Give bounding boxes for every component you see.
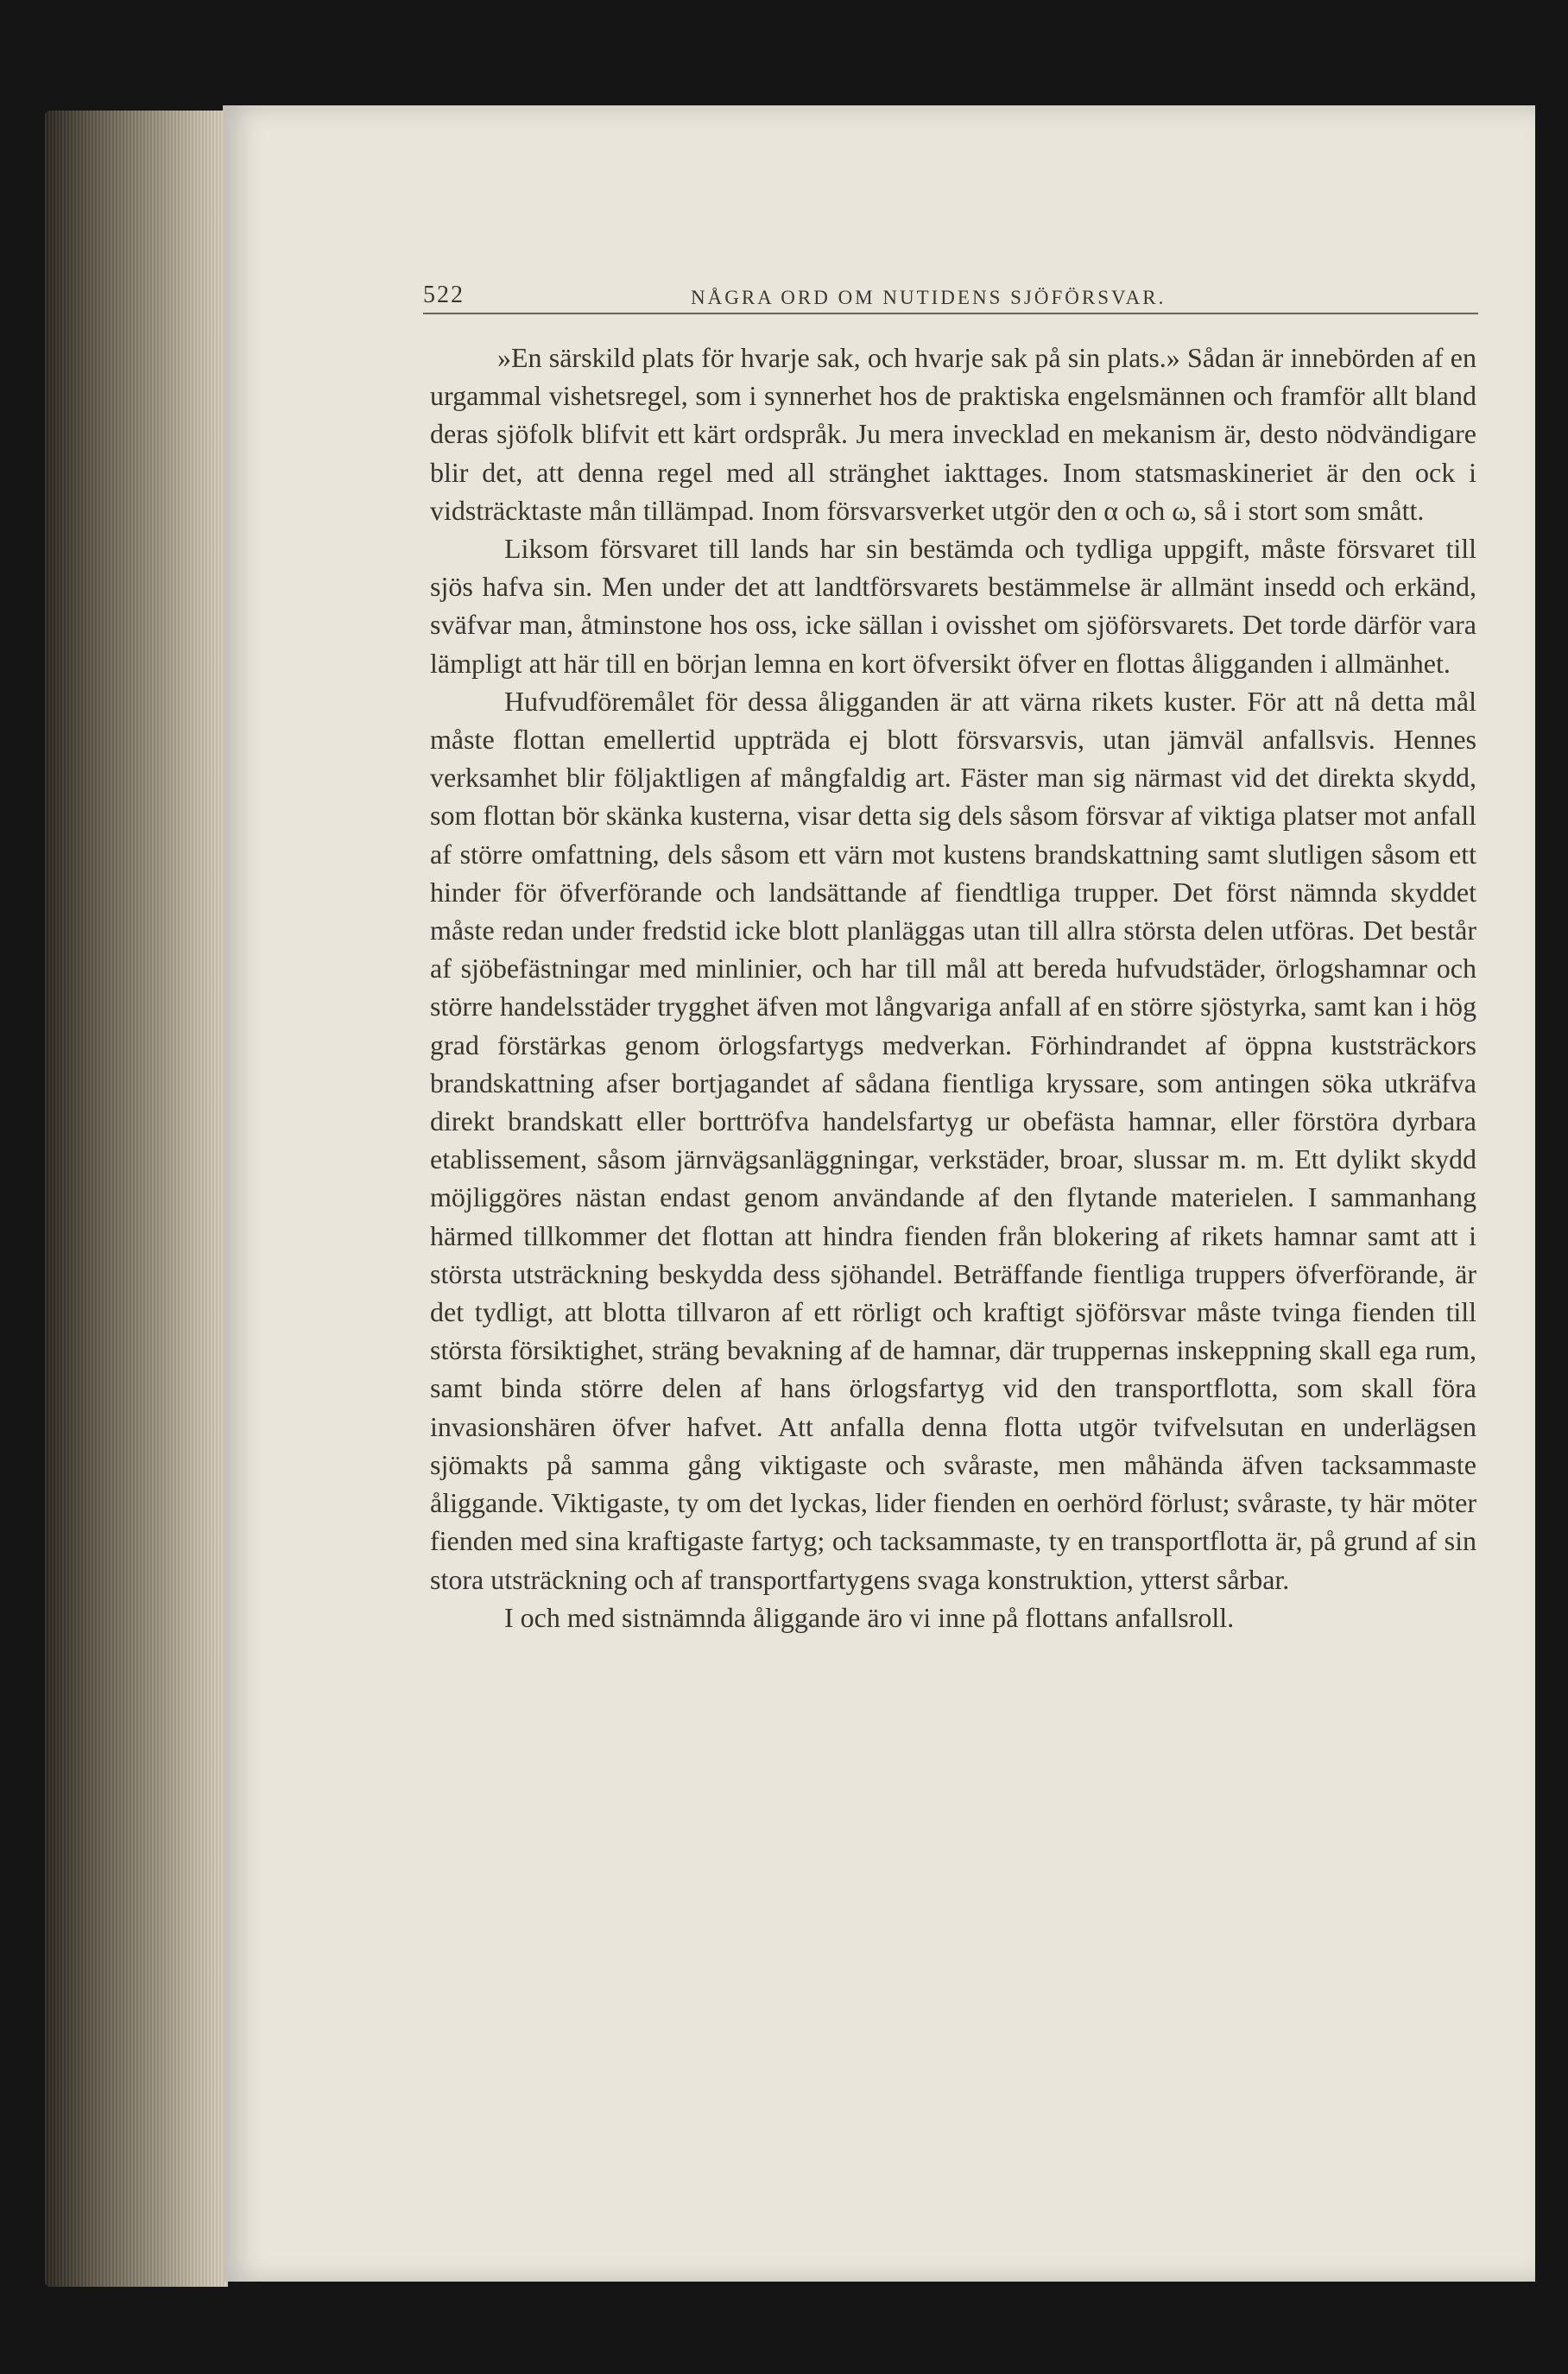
book-page-edges	[45, 111, 228, 2287]
paragraph: Liksom försvaret till lands har sin bestämda och tydliga uppgift, måste försvaret till sjös hafva sin. Men under det att landtförsvarets bestämmelse är allmänt insedd och erkänd, sväfvar man, åtminstone hos oss, icke sällan i ovisshet om sjöförsvarets. Det torde därför vara lämpligt att här till en början lemna en kort öfversikt öfver en flottas åligganden i allmänhet.	[430, 533, 1476, 679]
running-title: NÅGRA ORD OM NUTIDENS SJÖFÖRSVAR.	[691, 287, 1167, 308]
paragraph: Hufvudföremålet för dessa åligganden är att värna rikets kuster. För att nå detta mål måste flottan emellertid uppträda ej blott försvarsvis, utan jämväl anfallsvis. Hennes verksamhet blir följaktligen af mångfaldig art. Fäster man sig närmast vid det direkta skydd, som flottan bör skänka kusterna, visar detta sig dels såsom försvar af viktiga platser mot anfall af större omfattning, dels såsom ett värn mot kustens brandskattning samt slutligen såsom ett hinder för öfverförande och landsättande af fiendtliga trupper. Det först nämnda skyddet måste redan under fredstid icke blott planläggas utan till allra största delen utföras. Det består af sjöbefästningar med minlinier, och har till mål att bereda hufvudstäder, örlogshamnar och större handelsstäder trygghet äfven mot långvariga anfall af en större sjöstyrka, samt kan i hög grad förstärkas genom örlogsfartygs medverkan. Förhindrandet af öppna kuststräckors brandskattning afser bortjagandet af sådana fientliga kryssare, som antingen söka utkräfva direkt brandskatt eller borttröfva handelsfartyg ur obefästa hamnar, eller förstöra dyrbara etablissement, såsom järnvägsanläggningar, verkstäder, broar, slussar m. m. Ett dylikt skydd möjliggöres nästan endast genom användande af den flytande materielen. I sammanhang härmed tillkommer det flottan att hindra fienden från blokering af rikets hamnar samt att i största utsträckning beskydda dess sjöhandel. Beträffande fientliga truppers öfverförande, är det tydligt, att blotta tillvaron af ett rörligt och kraftigt sjöförsvar måste tvinga fienden till största försiktighet, sträng bevakning af de hamnar, där truppernas inskeppning skall ega rum, samt binda större delen af hans örlogsfartyg vid den transportflotta, som skall föra invasionshären öfver hafvet. Att anfalla denna flotta utgör tvifvelsutan en underlägsen sjömakts på samma gång viktigaste och svåraste, men måhända äfven tacksammaste åliggande. Viktigaste, ty om det lyckas, lider fienden en oerhörd förlust; svåraste, ty här möter fienden med sina kraftigaste fartyg; och tacksammaste, ty en transportflotta är, på grund af sin stora utsträckning och af transportfartygens svaga konstruktion, ytterst sårbar.	[430, 685, 1476, 1595]
body-text	[430, 339, 1476, 1636]
page-number: 522	[423, 282, 465, 308]
paragraph: »En särskild plats för hvarje sak, och hvarje sak på sin plats.» Sådan är innebörden af en urgammal vishetsregel, som i synnerhet hos de praktiska engelsmännen och framför allt bland deras sjöfolk blifvit ett kärt ordspråk. Ju mera invecklad en mekanism är, desto nödvändigare blir det, att denna regel med all stränghet iakttages. Inom statsmaskineriet är den ock i vidsträcktaste mån tillämpad. Inom försvarsverket utgör den α och ω, så i stort som smått.	[430, 342, 1476, 526]
paragraph: I och med sistnämnda åliggande äro vi inne på flottans anfallsroll.	[504, 1601, 1235, 1633]
running-header	[423, 275, 1478, 314]
